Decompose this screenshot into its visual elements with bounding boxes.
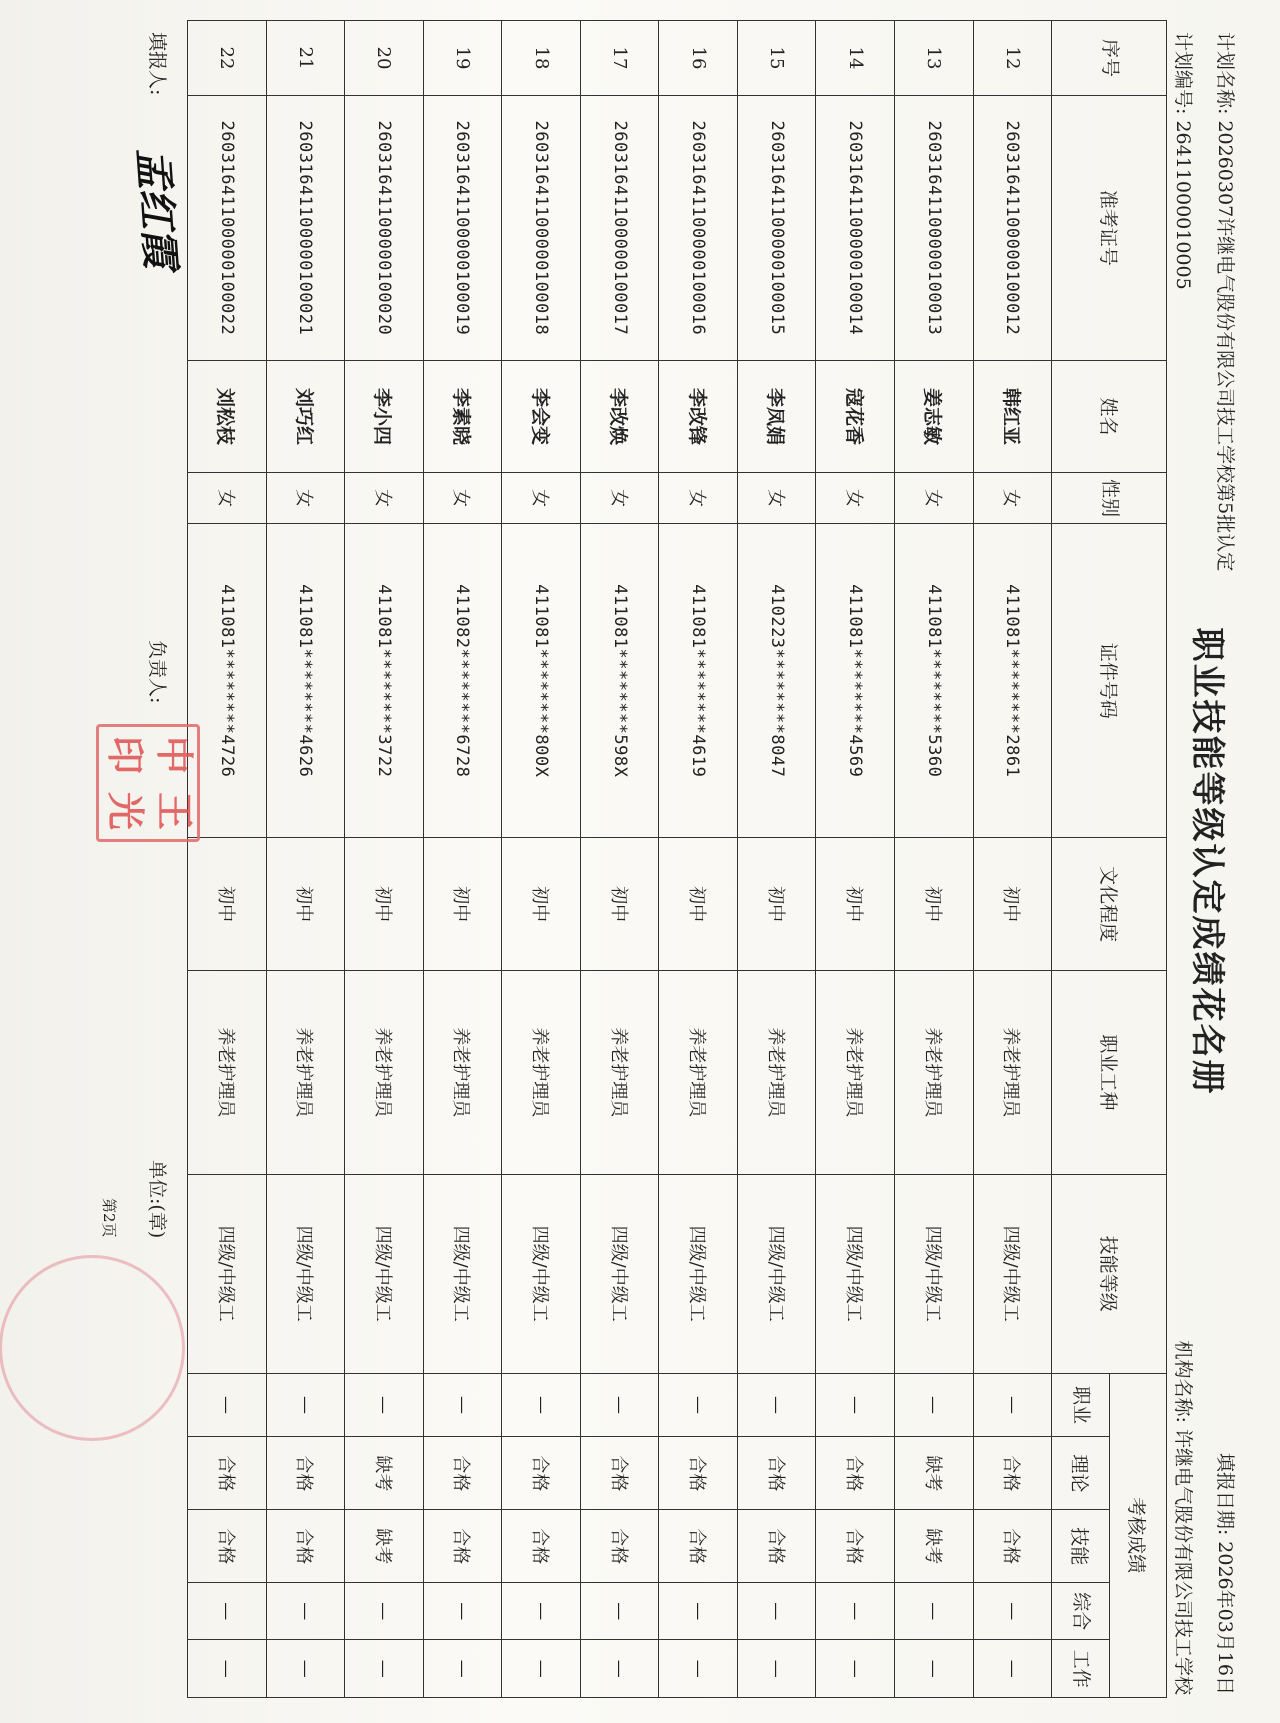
cell-name: 李素晓 <box>423 360 502 473</box>
cell-name: 刘巧红 <box>266 360 345 473</box>
table-row <box>659 21 738 1698</box>
cell-occupational: — <box>266 1373 345 1437</box>
stamp-char: 中 <box>152 735 196 774</box>
cell-id-no: 411081********4619 <box>659 524 738 838</box>
cell-comprehensive: — <box>502 1583 581 1640</box>
cell-occupational: — <box>345 1373 424 1437</box>
stamp-char: 光 <box>103 791 147 830</box>
cell-name: 李改焕 <box>580 360 659 473</box>
cell-ticket: 26031641100000100016 <box>659 96 738 361</box>
cell-comprehensive: — <box>659 1583 738 1640</box>
cell-theory: 合格 <box>188 1437 267 1510</box>
plan-number-label: 计划编号: <box>1172 32 1194 115</box>
cell-gender: 女 <box>816 473 895 524</box>
cell-name: 李小四 <box>345 360 424 473</box>
cell-occupation: 养老护理员 <box>188 970 267 1174</box>
cell-level: 四级/中级工 <box>737 1174 816 1373</box>
cell-level: 四级/中级工 <box>423 1174 502 1373</box>
cell-education: 初中 <box>816 838 895 970</box>
cell-name: 李改锋 <box>659 360 738 473</box>
cell-level: 四级/中级工 <box>188 1174 267 1373</box>
header-ticket: 准考证号 <box>1052 96 1167 361</box>
organization-label: 机构名称: <box>1172 1340 1194 1423</box>
cell-education: 初中 <box>266 838 345 970</box>
cell-work: — <box>345 1640 424 1698</box>
name-seal-stamp <box>96 724 200 842</box>
cell-work: — <box>502 1640 581 1698</box>
cell-ticket: 26031641100000100019 <box>423 96 502 361</box>
cell-occupation: 养老护理员 <box>737 970 816 1174</box>
plan-number-line <box>1171 32 1198 290</box>
cell-work: — <box>973 1640 1052 1698</box>
cell-seq: 12 <box>973 21 1052 96</box>
fill-date-line <box>1213 1453 1240 1695</box>
header-name: 姓名 <box>1052 360 1167 473</box>
cell-theory: 合格 <box>423 1437 502 1510</box>
cell-comprehensive: — <box>580 1583 659 1640</box>
cell-gender: 女 <box>973 473 1052 524</box>
cell-seq: 13 <box>895 21 974 96</box>
cell-occupation: 养老护理员 <box>345 970 424 1174</box>
manager-label: 负责人: <box>146 640 168 704</box>
document-title: 职业技能等级认定成绩花名册 <box>1187 627 1227 1096</box>
header-row-1 <box>1109 21 1166 1698</box>
header-occupational: 职业 <box>1052 1373 1109 1437</box>
header-gender: 性别 <box>1052 473 1167 524</box>
cell-occupational: — <box>580 1373 659 1437</box>
cell-comprehensive: — <box>973 1583 1052 1640</box>
cell-theory: 缺考 <box>345 1437 424 1510</box>
cell-seq: 14 <box>816 21 895 96</box>
plan-name-value: 20260307许继电气股份有限公司技工学校第5批认定 <box>1214 120 1236 572</box>
cell-gender: 女 <box>188 473 267 524</box>
cell-level: 四级/中级工 <box>973 1174 1052 1373</box>
cell-work: — <box>188 1640 267 1698</box>
cell-seq: 18 <box>502 21 581 96</box>
page-number: 第2页 <box>100 1198 118 1238</box>
cell-ticket: 26031641100000100012 <box>973 96 1052 361</box>
cell-occupation: 养老护理员 <box>423 970 502 1174</box>
filler-label: 填报人: <box>146 32 168 96</box>
fill-date-label: 填报日期: <box>1214 1452 1236 1536</box>
cell-seq: 16 <box>659 21 738 96</box>
cell-seq: 19 <box>423 21 502 96</box>
plan-number-value: 26411000010005 <box>1172 120 1194 290</box>
cell-level: 四级/中级工 <box>816 1174 895 1373</box>
cell-education: 初中 <box>659 838 738 970</box>
cell-id-no: 410223********8047 <box>737 524 816 838</box>
filler-signature: 孟红霞 <box>128 146 185 270</box>
results-table <box>187 20 1167 1698</box>
cell-ticket: 26031641100000100022 <box>188 96 267 361</box>
cell-work: — <box>423 1640 502 1698</box>
cell-ticket: 26031641100000100018 <box>502 96 581 361</box>
header-occupation: 职业工种 <box>1052 970 1167 1174</box>
official-seal <box>0 1255 185 1441</box>
cell-id-no: 411081********800X <box>502 524 581 838</box>
cell-skill: 合格 <box>423 1510 502 1583</box>
cell-education: 初中 <box>423 838 502 970</box>
header-skill: 技能 <box>1052 1510 1109 1583</box>
cell-occupational: — <box>502 1373 581 1437</box>
cell-gender: 女 <box>423 473 502 524</box>
table-row <box>188 21 267 1698</box>
cell-work: — <box>895 1640 974 1698</box>
cell-occupational: — <box>973 1373 1052 1437</box>
table-row <box>895 21 974 1698</box>
cell-id-no: 411081********4726 <box>188 524 267 838</box>
cell-seq: 21 <box>266 21 345 96</box>
cell-seq: 20 <box>345 21 424 96</box>
header-education: 文化程度 <box>1052 838 1167 970</box>
cell-comprehensive: — <box>816 1583 895 1640</box>
cell-level: 四级/中级工 <box>659 1174 738 1373</box>
plan-name-line <box>1213 32 1240 571</box>
cell-occupation: 养老护理员 <box>895 970 974 1174</box>
cell-occupation: 养老护理员 <box>973 970 1052 1174</box>
cell-level: 四级/中级工 <box>895 1174 974 1373</box>
cell-level: 四级/中级工 <box>266 1174 345 1373</box>
cell-skill: 合格 <box>659 1510 738 1583</box>
cell-gender: 女 <box>659 473 738 524</box>
cell-occupational: — <box>423 1373 502 1437</box>
cell-skill: 合格 <box>973 1510 1052 1583</box>
header-seq: 序号 <box>1052 21 1167 96</box>
header-work: 工作 <box>1052 1640 1109 1698</box>
unit-label: 单位:(章) <box>146 1160 168 1239</box>
manager-line <box>145 640 172 703</box>
cell-seq: 22 <box>188 21 267 96</box>
organization-value: 许继电气股份有限公司技工学校 <box>1172 1428 1194 1695</box>
cell-id-no: 411081********5360 <box>895 524 974 838</box>
header-skill-level: 技能等级 <box>1052 1174 1167 1373</box>
table-row <box>737 21 816 1698</box>
table-row <box>345 21 424 1698</box>
cell-education: 初中 <box>895 838 974 970</box>
cell-theory: 缺考 <box>895 1437 974 1510</box>
header-id-number: 证件号码 <box>1052 524 1167 838</box>
cell-ticket: 26031641100000100015 <box>737 96 816 361</box>
cell-occupational: — <box>816 1373 895 1437</box>
cell-gender: 女 <box>580 473 659 524</box>
cell-comprehensive: — <box>345 1583 424 1640</box>
cell-education: 初中 <box>502 838 581 970</box>
cell-education: 初中 <box>345 838 424 970</box>
cell-seq: 15 <box>737 21 816 96</box>
cell-level: 四级/中级工 <box>502 1174 581 1373</box>
cell-skill: 合格 <box>188 1510 267 1583</box>
cell-occupation: 养老护理员 <box>816 970 895 1174</box>
table-row <box>973 21 1052 1698</box>
cell-gender: 女 <box>266 473 345 524</box>
cell-id-no: 411081********3722 <box>345 524 424 838</box>
plan-name-label: 计划名称: <box>1214 32 1236 115</box>
cell-gender: 女 <box>502 473 581 524</box>
cell-theory: 合格 <box>580 1437 659 1510</box>
header-results: 考核成绩 <box>1109 1373 1166 1698</box>
cell-education: 初中 <box>188 838 267 970</box>
stamp-char: 王 <box>152 791 196 830</box>
cell-skill: 合格 <box>737 1510 816 1583</box>
cell-comprehensive: — <box>188 1583 267 1640</box>
cell-theory: 合格 <box>659 1437 738 1510</box>
table-row <box>423 21 502 1698</box>
cell-ticket: 26031641100000100017 <box>580 96 659 361</box>
cell-skill: 合格 <box>502 1510 581 1583</box>
cell-id-no: 411081********4626 <box>266 524 345 838</box>
cell-work: — <box>659 1640 738 1698</box>
cell-occupation: 养老护理员 <box>659 970 738 1174</box>
cell-work: — <box>266 1640 345 1698</box>
cell-gender: 女 <box>895 473 974 524</box>
stamp-char: 印 <box>103 735 147 774</box>
header-comprehensive: 综合 <box>1052 1583 1109 1640</box>
cell-education: 初中 <box>737 838 816 970</box>
header-theory: 理论 <box>1052 1437 1109 1510</box>
cell-comprehensive: — <box>737 1583 816 1640</box>
cell-comprehensive: — <box>266 1583 345 1640</box>
cell-name: 李会变 <box>502 360 581 473</box>
cell-occupational: — <box>895 1373 974 1437</box>
table-body <box>188 21 1052 1698</box>
cell-education: 初中 <box>973 838 1052 970</box>
cell-ticket: 26031641100000100020 <box>345 96 424 361</box>
cell-skill: 合格 <box>266 1510 345 1583</box>
cell-name: 李凤娟 <box>737 360 816 473</box>
cell-occupation: 养老护理员 <box>266 970 345 1174</box>
cell-name: 刘松枝 <box>188 360 267 473</box>
cell-theory: 合格 <box>973 1437 1052 1510</box>
cell-id-no: 411081********598X <box>580 524 659 838</box>
cell-comprehensive: — <box>895 1583 974 1640</box>
table-row <box>266 21 345 1698</box>
cell-gender: 女 <box>737 473 816 524</box>
cell-occupational: — <box>188 1373 267 1437</box>
table-row <box>580 21 659 1698</box>
cell-skill: 合格 <box>580 1510 659 1583</box>
cell-work: — <box>737 1640 816 1698</box>
cell-ticket: 26031641100000100013 <box>895 96 974 361</box>
unit-line <box>145 1160 172 1238</box>
organization-line <box>1171 1341 1198 1695</box>
cell-skill: 缺考 <box>895 1510 974 1583</box>
cell-level: 四级/中级工 <box>580 1174 659 1373</box>
cell-occupation: 养老护理员 <box>580 970 659 1174</box>
cell-seq: 17 <box>580 21 659 96</box>
fill-date-value: 2026年03月16日 <box>1214 1541 1236 1695</box>
cell-ticket: 26031641100000100021 <box>266 96 345 361</box>
cell-id-no: 411081********2861 <box>973 524 1052 838</box>
cell-theory: 合格 <box>737 1437 816 1510</box>
cell-theory: 合格 <box>816 1437 895 1510</box>
cell-gender: 女 <box>345 473 424 524</box>
cell-theory: 合格 <box>266 1437 345 1510</box>
cell-theory: 合格 <box>502 1437 581 1510</box>
filler-line <box>145 32 172 95</box>
cell-id-no: 411081********4569 <box>816 524 895 838</box>
cell-work: — <box>580 1640 659 1698</box>
cell-work: — <box>816 1640 895 1698</box>
cell-name: 寇花香 <box>816 360 895 473</box>
cell-name: 韩红亚 <box>973 360 1052 473</box>
cell-skill: 合格 <box>816 1510 895 1583</box>
table-row <box>502 21 581 1698</box>
table-row <box>816 21 895 1698</box>
cell-occupation: 养老护理员 <box>502 970 581 1174</box>
cell-level: 四级/中级工 <box>345 1174 424 1373</box>
cell-comprehensive: — <box>423 1583 502 1640</box>
cell-id-no: 411082********6728 <box>423 524 502 838</box>
cell-occupational: — <box>659 1373 738 1437</box>
cell-ticket: 26031641100000100014 <box>816 96 895 361</box>
cell-education: 初中 <box>580 838 659 970</box>
cell-skill: 缺考 <box>345 1510 424 1583</box>
cell-name: 姜志敏 <box>895 360 974 473</box>
cell-occupational: — <box>737 1373 816 1437</box>
